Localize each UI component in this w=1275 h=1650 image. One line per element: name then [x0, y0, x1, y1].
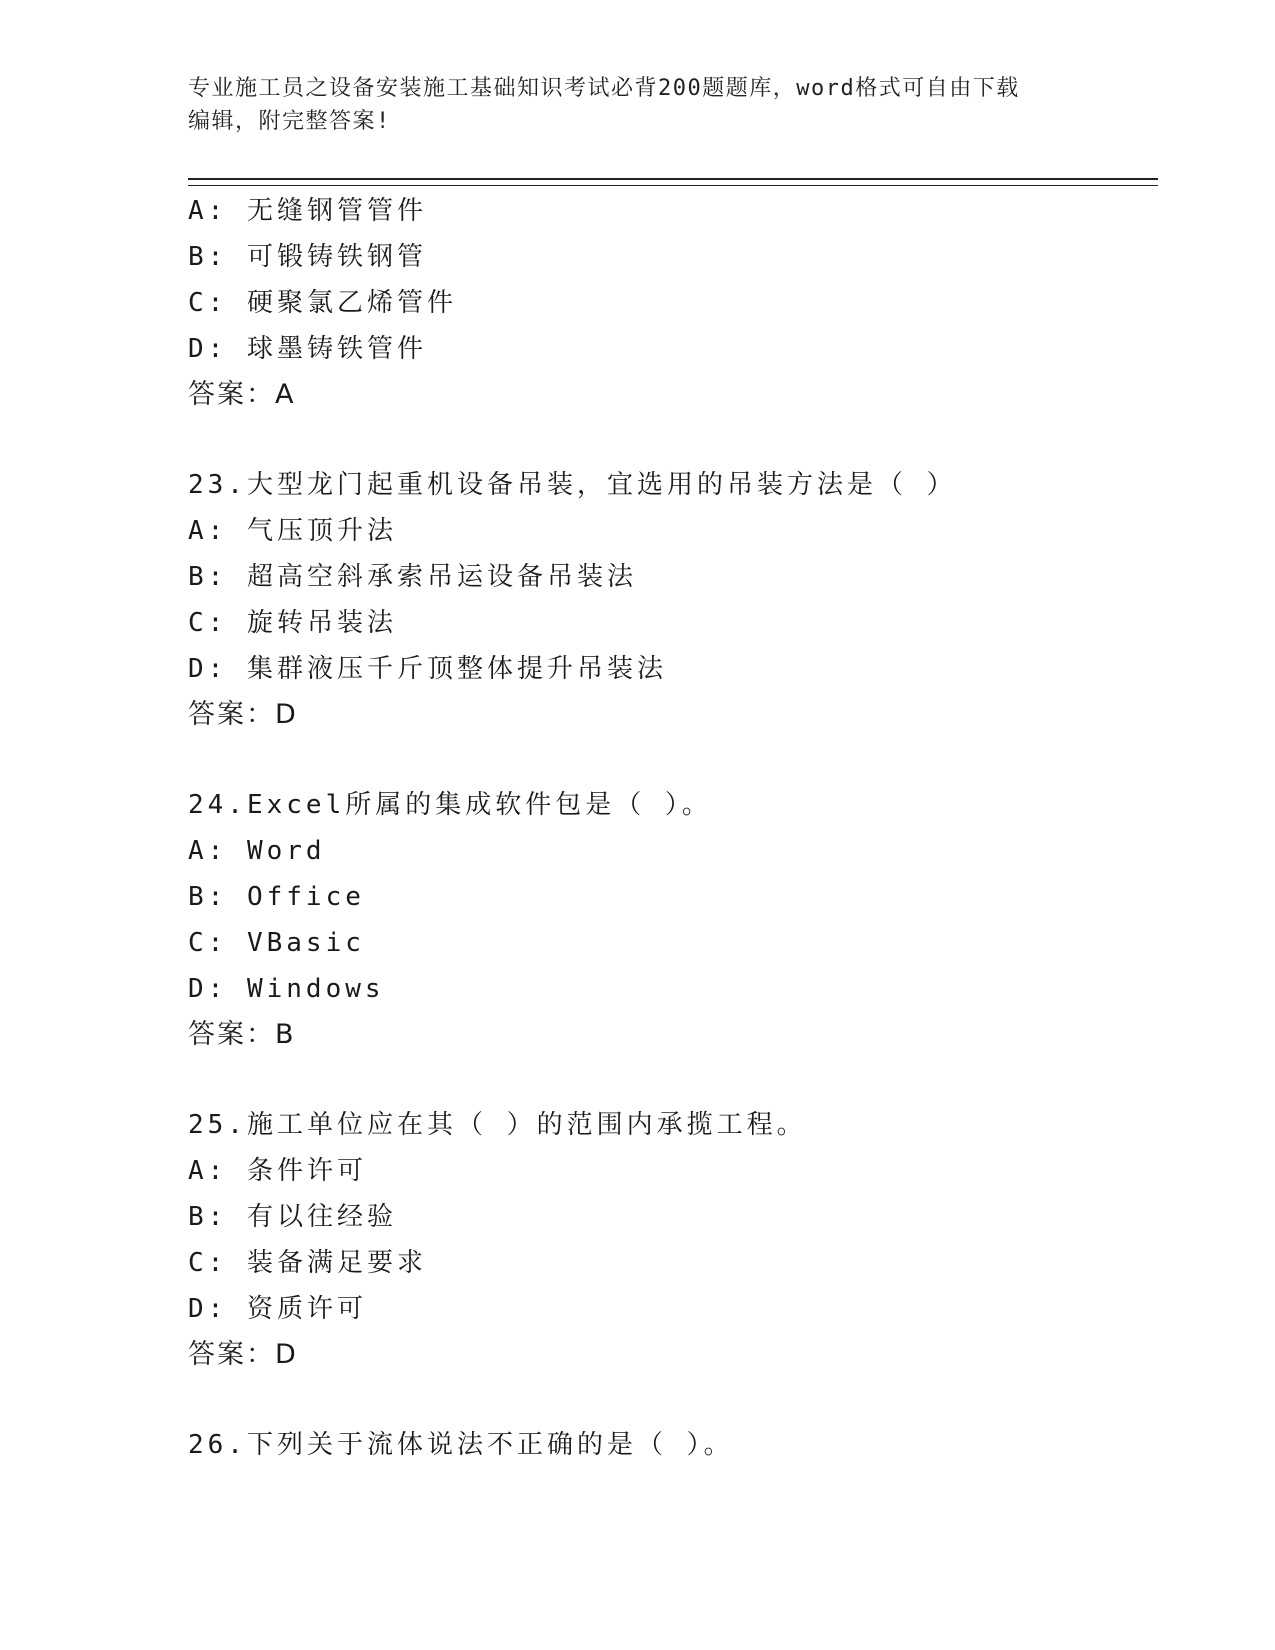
question-block-26 — [188, 1422, 1158, 1468]
question-block-23 — [188, 462, 1158, 738]
answer-label: 答案：A — [188, 379, 296, 410]
question-list — [188, 188, 1158, 1468]
option-a: A: 无缝钢管管件 — [188, 196, 427, 226]
document-header — [188, 72, 1088, 138]
option-b: B: 可锻铸铁钢管 — [188, 242, 427, 272]
spacer — [188, 1058, 1158, 1102]
answer-label: 答案：D — [188, 699, 298, 730]
spacer — [188, 418, 1158, 462]
option-a: A: Word — [188, 836, 326, 866]
option-c: C: 装备满足要求 — [188, 1248, 427, 1278]
question-block-22 — [188, 188, 1158, 418]
option-c: C: VBasic — [188, 928, 365, 958]
header-title-line-1: 专业施工员之设备安装施工基础知识考试必背200题题库，word格式可自由下载 — [188, 76, 1020, 101]
option-d: D: 球墨铸铁管件 — [188, 334, 427, 364]
answer-label: 答案：D — [188, 1339, 298, 1370]
header-divider — [188, 178, 1158, 186]
answer-label: 答案：B — [188, 1019, 296, 1050]
option-b: B: 有以往经验 — [188, 1202, 397, 1232]
question-text: 23.大型龙门起重机设备吊装，宜选用的吊装方法是（ ） — [188, 470, 957, 500]
spacer — [188, 738, 1158, 782]
option-d: D: 集群液压千斤顶整体提升吊装法 — [188, 654, 667, 684]
question-text: 26.下列关于流体说法不正确的是（ ）。 — [188, 1430, 734, 1460]
option-d: D: 资质许可 — [188, 1294, 367, 1324]
option-d: D: Windows — [188, 974, 385, 1004]
question-block-24 — [188, 782, 1158, 1058]
option-a: A: 条件许可 — [188, 1156, 367, 1186]
option-b: B: Office — [188, 882, 365, 912]
option-a: A: 气压顶升法 — [188, 516, 397, 546]
question-block-25 — [188, 1102, 1158, 1378]
option-c: C: 旋转吊装法 — [188, 608, 397, 638]
question-text: 25.施工单位应在其（ ）的范围内承揽工程。 — [188, 1110, 807, 1140]
question-text: 24.Excel所属的集成软件包是（ ）。 — [188, 790, 712, 820]
header-title-line-2: 编辑，附完整答案! — [188, 109, 391, 134]
spacer — [188, 1378, 1158, 1422]
option-b: B: 超高空斜承索吊运设备吊装法 — [188, 562, 637, 592]
option-c: C: 硬聚氯乙烯管件 — [188, 288, 457, 318]
